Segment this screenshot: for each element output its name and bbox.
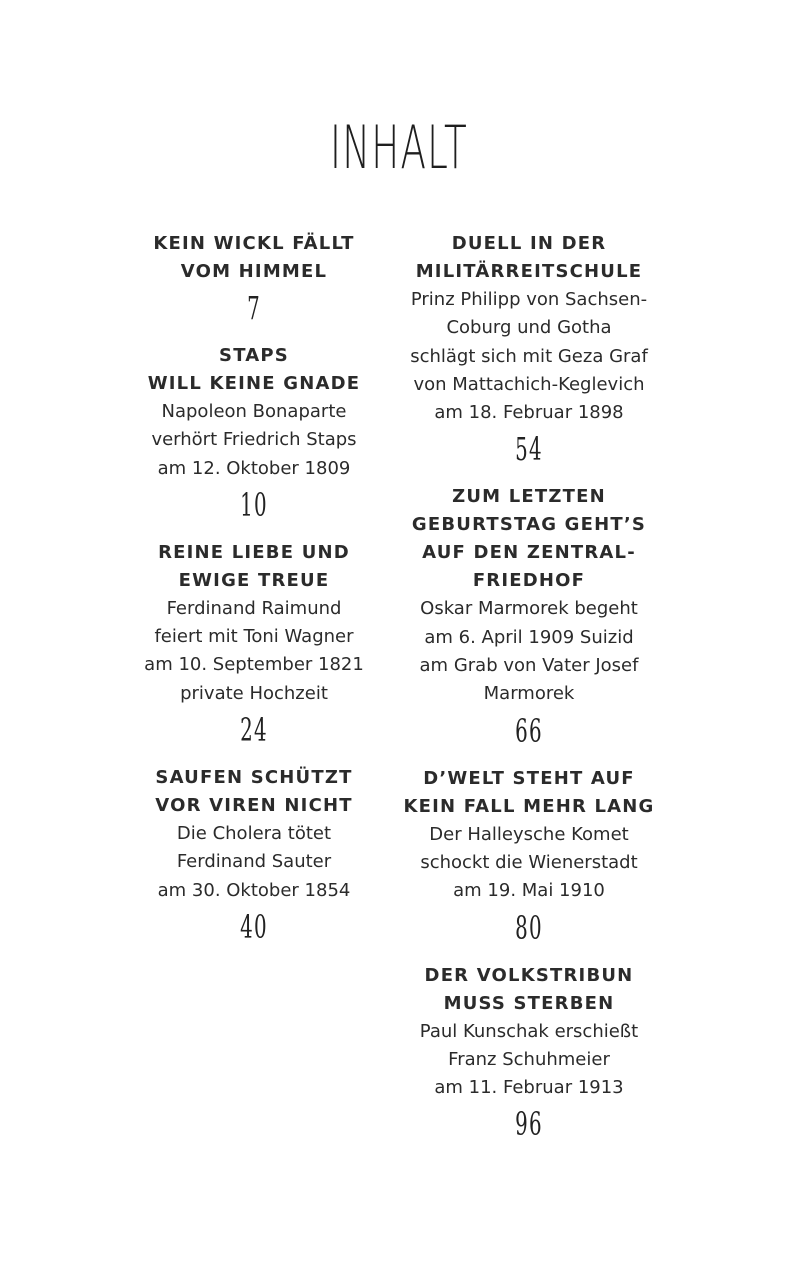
toc-entry[interactable] [132,342,376,527]
entry-title: SAUFEN SCHÜTZT VOR VIREN NICHT [155,767,353,817]
entry-description: Ferdinand Raimund feiert mit Toni Wagner am 10. September 1821 private Hochzeit [144,597,364,704]
entry-title: REINE LIEBE UND EWIGE TREUE [158,541,350,591]
toc-column-left [132,230,376,949]
entry-title: DUELL IN DER MILITÄRREITSCHULE [415,233,643,282]
toc-entry[interactable] [398,483,660,752]
entry-title: KEIN WICKL FÄLLT VOM HIMMEL [153,233,355,282]
entry-page-number: 80 [515,908,543,947]
entry-description: Die Cholera tötet Ferdinand Sauter am 30. Oktober 1854 [157,823,351,901]
toc-entry[interactable] [398,962,660,1147]
page-title: INHALT [330,113,468,183]
toc-entry[interactable] [132,230,376,330]
entry-description: Napoleon Bonaparte verhört Friedrich Staps am 12. Oktober 1809 [151,401,357,479]
entry-description: Der Halleysche Komet schockt die Wienerstadt am 19. Mai 1910 [420,823,638,902]
entry-description: Prinz Philipp von Sachsen- Coburg und Gotha schlägt sich mit Geza Graf von Mattachich-Keglevich am 18. Februar 1898 [410,289,648,424]
entry-page-number: 24 [240,711,268,750]
toc-entry[interactable] [132,764,376,949]
entry-title: ZUM LETZTEN GEBURTSTAG GEHT’S AUF DEN ZENTRAL- FRIEDHOF [411,486,647,592]
entry-title: STAPS WILL KEINE GNADE [147,345,361,394]
toc-column-right [398,230,660,1146]
entry-page-number: 54 [515,430,543,469]
toc-entry[interactable] [398,765,660,950]
entry-page-number: 66 [515,711,543,750]
entry-page-number: 7 [247,289,261,327]
entry-description: Oskar Marmorek begeht am 6. April 1909 Suizid am Grab von Vater Josef Marmorek [419,598,639,705]
entry-description: Paul Kunschak erschießt Franz Schuhmeier am 11. Februar 1913 [419,1020,639,1099]
entry-title: D’WELT STEHT AUF KEIN FALL MEHR LANG [403,767,655,817]
toc-entry[interactable] [132,539,376,752]
entry-title: DER VOLKSTRIBUN MUSS STERBEN [424,964,634,1014]
entry-page-number: 96 [515,1105,543,1144]
entry-page-number: 10 [240,485,268,524]
entry-page-number: 40 [240,907,268,946]
toc-entry[interactable] [398,230,660,471]
